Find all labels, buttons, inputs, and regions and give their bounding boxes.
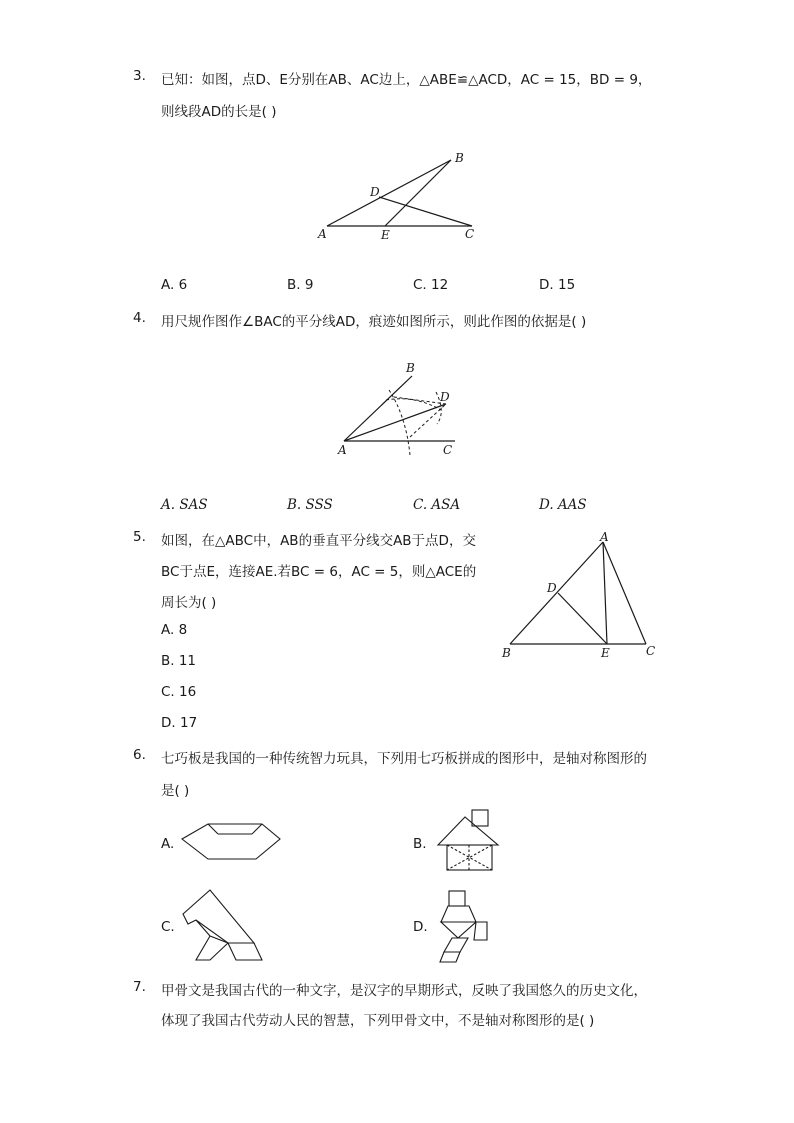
q7-text-line1: 甲骨文是我国古代的一种文字，是汉字的早期形式，反映了我国悠久的历史文化， bbox=[161, 983, 647, 999]
q6-figure-b bbox=[438, 810, 498, 870]
q5-label-d: D bbox=[547, 581, 557, 595]
q6-figure-c bbox=[183, 890, 262, 960]
q6-text-line2: 是( ) bbox=[161, 783, 190, 799]
q5-segment-ac bbox=[603, 542, 646, 644]
q5-text-line2: BC于点E，连接AE.若BC = 6，AC = 5，则△ACE的 bbox=[161, 564, 477, 580]
q3-segment-cd bbox=[379, 197, 472, 226]
q4-label-b: B bbox=[406, 361, 415, 375]
q4-arc-right bbox=[436, 392, 441, 424]
q6-option-b[interactable]: B. bbox=[413, 836, 427, 852]
q4-ray-ad bbox=[344, 404, 446, 441]
q4-ray-ab bbox=[344, 376, 412, 441]
q3-label-a: A bbox=[318, 227, 327, 241]
q4-text-line1: 用尺规作图作∠BAC的平分线AD，痕迹如图所示，则此作图的依据是( ) bbox=[161, 314, 587, 330]
q4-option-c[interactable]: C. ASA bbox=[413, 497, 461, 513]
q6-number: 6. bbox=[133, 747, 146, 763]
q7-number: 7. bbox=[133, 979, 146, 995]
q3-label-b: B bbox=[455, 151, 464, 165]
q5-segment-ae bbox=[603, 542, 607, 644]
q3-segment-be bbox=[385, 160, 451, 226]
q6-text-line1: 七巧板是我国的一种传统智力玩具，下列用七巧板拼成的图形中，是轴对称图形的 bbox=[161, 751, 647, 767]
q4-option-a[interactable]: A. SAS bbox=[161, 497, 208, 513]
q3-label-e: E bbox=[381, 228, 390, 242]
q5-option-d[interactable]: D. 17 bbox=[161, 715, 198, 731]
q6-option-c[interactable]: C. bbox=[161, 919, 175, 935]
q4-dashed-cd bbox=[410, 404, 446, 437]
q3-option-d[interactable]: D. 15 bbox=[539, 277, 576, 293]
q4-dashed-bd bbox=[394, 397, 446, 404]
q4-arc-upper bbox=[386, 399, 441, 410]
q3-segment-ab bbox=[327, 160, 451, 226]
q3-option-b[interactable]: B. 9 bbox=[287, 277, 314, 293]
q5-number: 5. bbox=[133, 529, 146, 545]
q5-text-line3: 周长为( ) bbox=[161, 595, 217, 611]
q5-label-c: C bbox=[646, 644, 656, 658]
q5-option-b[interactable]: B. 11 bbox=[161, 653, 197, 669]
q4-option-b[interactable]: B. SSS bbox=[287, 497, 333, 513]
q3-label-c: C bbox=[465, 227, 475, 241]
q3-text-line1: 已知：如图，点D、E分别在AB、AC边上，△ABE≌△ACD，AC = 15，BD = 9， bbox=[161, 72, 652, 88]
q5-label-e: E bbox=[601, 646, 610, 660]
q4-label-a: A bbox=[338, 443, 347, 457]
q5-option-a[interactable]: A. 8 bbox=[161, 622, 188, 638]
q5-option-c[interactable]: C. 16 bbox=[161, 684, 197, 700]
q3-option-a[interactable]: A. 6 bbox=[161, 277, 188, 293]
q5-label-b: B bbox=[502, 646, 511, 660]
q6-option-a[interactable]: A. bbox=[161, 836, 175, 852]
q5-label-a: A bbox=[600, 530, 609, 544]
q5-segment-ab bbox=[510, 542, 603, 644]
q3-text-line2: 则线段AD的长是( ) bbox=[161, 104, 277, 120]
q4-option-d[interactable]: D. AAS bbox=[539, 497, 587, 513]
q7-text-line2: 体现了我国古代劳动人民的智慧，下列甲骨文中，不是轴对称图形的是( ) bbox=[161, 1013, 595, 1029]
q6-figure-d bbox=[440, 891, 487, 962]
q5-text-line1: 如图，在△ABC中，AB的垂直平分线交AB于点D，交 bbox=[161, 533, 476, 549]
q4-label-c: C bbox=[443, 443, 453, 457]
q4-label-d: D bbox=[440, 390, 450, 404]
q3-option-c[interactable]: C. 12 bbox=[413, 277, 449, 293]
q3-label-d: D bbox=[370, 185, 380, 199]
q4-arc-main bbox=[389, 390, 410, 455]
q4-number: 4. bbox=[133, 310, 146, 326]
q6-figure-a bbox=[182, 824, 280, 859]
q6-option-d[interactable]: D. bbox=[413, 919, 428, 935]
q3-number: 3. bbox=[133, 68, 146, 84]
q5-segment-de bbox=[558, 593, 607, 644]
